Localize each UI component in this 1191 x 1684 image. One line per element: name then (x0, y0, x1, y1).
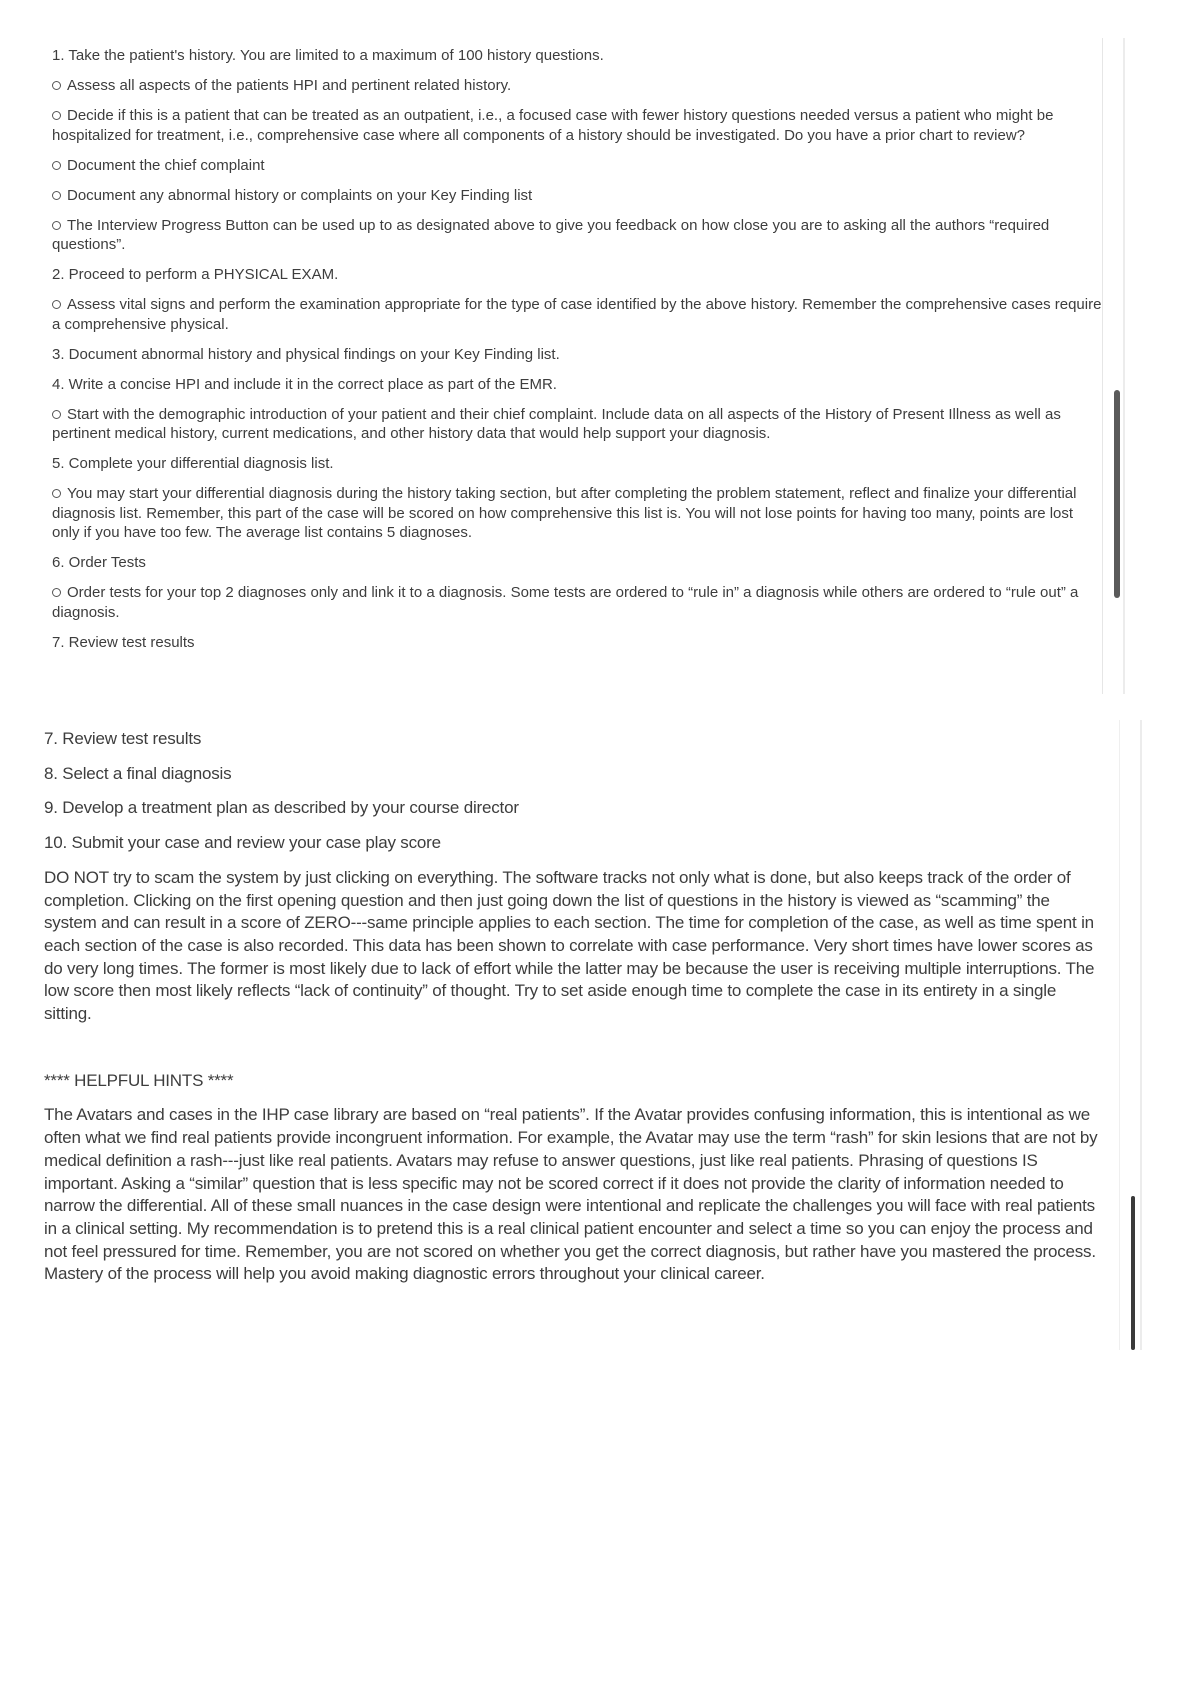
scrollbar-track-edge (1140, 720, 1142, 1350)
step-7: 7. Review test results (52, 633, 195, 651)
circle-bullet-icon (52, 300, 61, 309)
step-2: 2. Proceed to perform a PHYSICAL EXAM. (52, 266, 339, 283)
scrollbar-top[interactable] (1102, 38, 1127, 694)
step-5-detail: You may start your differential diagnosis during the history taking section, but after completing the problem statement, reflect and finalize your differential diagnosis list. Remember, this part of the case will be scored on how comprehensive this list is. You will not lose points for having too many, points are lost only if you have too few. The average list contains 5 diagnoses. (52, 485, 1077, 541)
step-6: 6. Order Tests (52, 554, 146, 571)
scrollbar-track-edge (1123, 38, 1125, 694)
scrollbar-thumb-top[interactable] (1114, 390, 1120, 598)
circle-bullet-icon (52, 489, 61, 498)
step-1-detail: Document any abnormal history or complaints on your Key Finding list (52, 186, 1102, 206)
scrollbar-bottom[interactable] (1119, 720, 1144, 1350)
step-7: 7. Review test results (44, 729, 202, 748)
step-1-detail: Decide if this is a patient that can be treated as an outpatient, i.e., a focused case with fewer history questions needed versus a patient who might be hospitalized for treatment, i.e., comprehensive case where all components of a history should be investigated. Do you have a prior chart to review? (52, 107, 1054, 144)
circle-bullet-icon (52, 191, 61, 200)
circle-bullet-icon (52, 221, 61, 230)
step-5: 5. Complete your differential diagnosis list. (52, 455, 334, 472)
helpful-hints-text: The Avatars and cases in the IHP case library are based on “real patients”. If the Avatar provides confusing information, this is intentional as we often what we find real patients provide incongruent information. For example, the Avatar may use the term “rash” for skin lesions that are not by medical definition a rash---just like real patients. Avatars may refuse to answer questions, just like real patients. Phrasing of questions IS important. Asking a “similar” question that is less specific may not be scored correct if it does not provide the clarity of information needed to narrow the differential. All of these small nuances in the case design were intentional and replicate the challenges you will face with real patients in a clinical setting. My recommendation is to pretend this is a real clinical patient encounter and select a time so you can enjoy the process and not feel pressured for time. Remember, you are not scored on whether you get the correct diagnosis, but rather have you mastered the process. Mastery of the process will help you avoid making diagnostic errors throughout your clinical career. (44, 1105, 1098, 1284)
scrollbar-thumb-bottom[interactable] (1131, 1196, 1135, 1350)
step-6-detail: Order tests for your top 2 diagnoses only and link it to a diagnosis. Some tests are ordered to “rule in” a diagnosis while others are ordered to “rule out” a diagnosis. (52, 584, 1079, 621)
step-4: 4. Write a concise HPI and include it in the correct place as part of the EMR. (52, 375, 557, 393)
circle-bullet-icon (52, 588, 61, 597)
step-1-detail: The Interview Progress Button can be used up to as designated above to give you feedback on how close you are to asking all the authors “required questions”. (52, 216, 1050, 253)
step-10: 10. Submit your case and review your case play score (44, 833, 441, 853)
step-1: 1. Take the patient's history. You are limited to a maximum of 100 history questions. (52, 47, 604, 64)
circle-bullet-icon (52, 111, 61, 120)
instructions-list (52, 46, 1102, 663)
circle-bullet-icon (52, 161, 61, 170)
instructions-panel-bottom (32, 720, 1144, 1350)
warning-paragraph: DO NOT try to scam the system by just clicking on everything. The software tracks not only what is done, but also keeps track of the order of completion. Clicking on the first opening question and then just going down the list of questions in the history is viewed as “scamming” the system and can result in a score of ZERO---same principle applies to each section. The time for completion of the case, as well as time spent in each section of the case is also recorded. This data has been shown to correlate with case performance. Very short times have lower scores as do very long times. The former is most likely due to lack of effort while the latter may be because the user is receiving multiple interruptions. The low score then most likely reflects “lack of continuity” of thought. Try to set aside enough time to complete the case in its entirety in a single sitting. (44, 867, 1095, 1024)
helpful-hints-heading: **** HELPFUL HINTS **** (44, 1070, 234, 1090)
step-3: 3. Document abnormal history and physical findings on your Key Finding list. (52, 345, 560, 363)
instructions-panel-top (40, 38, 1127, 694)
instructions-continued (44, 728, 1102, 1298)
circle-bullet-icon (52, 81, 61, 90)
circle-bullet-icon (52, 410, 61, 419)
step-8: 8. Select a final diagnosis (44, 763, 232, 783)
step-1-detail: Assess all aspects of the patients HPI and pertinent related history. (52, 76, 1102, 96)
step-4-detail: Start with the demographic introduction of your patient and their chief complaint. Include data on all aspects of the History of Present Illness as well as pertinent medical history, current medications, and other history data that would help support your diagnosis. (52, 405, 1061, 442)
step-9: 9. Develop a treatment plan as described by your course director (44, 798, 519, 818)
step-1-detail: Document the chief complaint (52, 156, 1102, 176)
step-2-detail: Assess vital signs and perform the examination appropriate for the type of case identified by the above history. Remember the comprehensive cases require a comprehensive physical. (52, 296, 1102, 333)
